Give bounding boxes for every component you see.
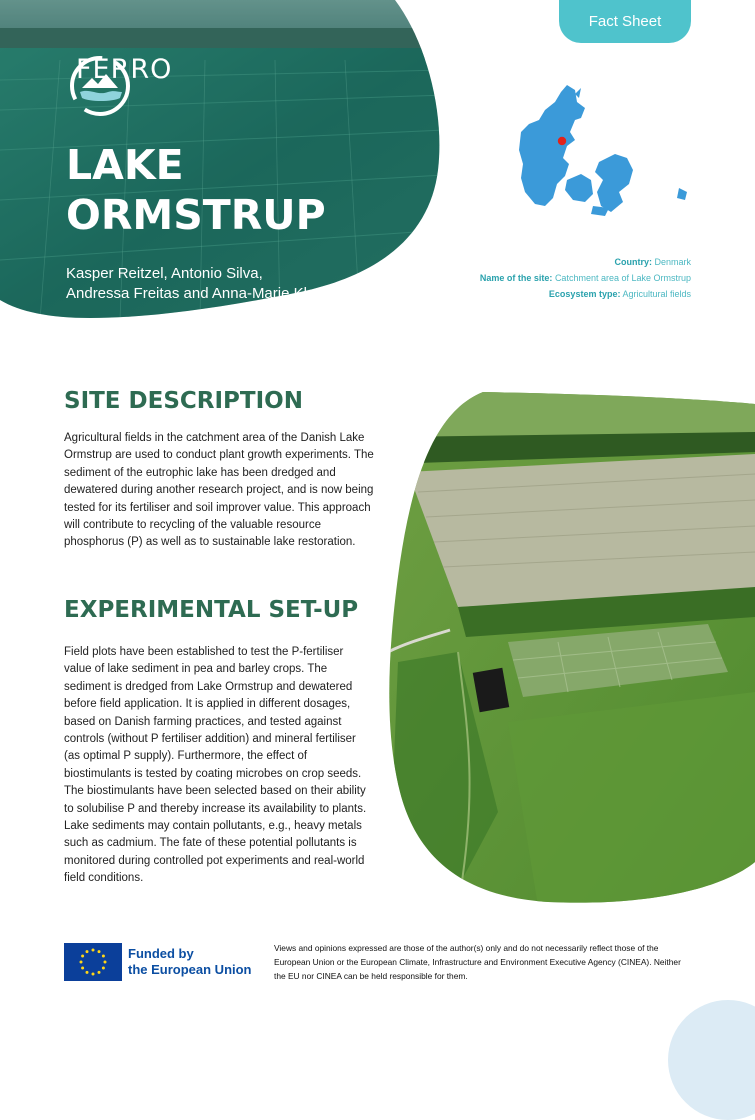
- site-name-value: Catchment area of Lake Ormstrup: [554, 273, 691, 283]
- ecosystem-label: Ecosystem type:: [548, 289, 621, 299]
- site-description-text: Agricultural fields in the catchment area of the Danish Lake Ormstrup are used to conduct plant growth experiments. The sediment of the eutrophic lake has been dredged and dewatered during another research project, and is now being tested for its fertiliser and soil improver value. This approach will contribute to recycling of the valuable resource phosphorus (P) as well as to sustainable lake restoration.: [64, 432, 374, 549]
- title-line-2: ORMSTRUP: [66, 191, 326, 239]
- fact-sheet-badge: Fact Sheet: [559, 0, 691, 43]
- eu-line-2: the European Union: [128, 962, 252, 977]
- authors-line-2: Andressa Freitas and Anna-Marie Klamt: [66, 285, 332, 302]
- page-title: [66, 140, 326, 240]
- site-info: [480, 254, 691, 302]
- eu-line-1: Funded by: [128, 946, 194, 961]
- eu-funding-text: [128, 946, 252, 978]
- site-name-row: [480, 270, 691, 286]
- experimental-setup-text: Field plots have been established to test the P-fertiliser value of lake sediment in pea and barley crops. The sediment is dredged from Lake Ormstrup and dewatered before field application. It is applied in different dosages, based on Danish farming practices, and tested against controls (without P fertiliser addition) and mineral fertiliser (as optimal P supply). Furthermore, the effect of biostimulants is tested by coating microbes on crop seeds. The biostimulants have been selected based on their ability to solubilise P and thereby increase its availability to plants. Lake sediments may contain pollutants, e.g., heavy metals such as cadmium. The fate of these potential pollutants is monitored during controlled pot experiments and real-world field conditions.: [64, 646, 367, 885]
- zealand-shape: [595, 154, 633, 212]
- country-label: Country:: [614, 257, 652, 267]
- site-location-marker: [558, 137, 566, 145]
- site-name-label: Name of the site:: [479, 273, 553, 283]
- hero-banner: [0, 0, 445, 322]
- title-line-1: LAKE: [66, 141, 184, 189]
- country-value: Denmark: [654, 257, 691, 267]
- country-row: [480, 254, 691, 270]
- ecosystem-value: Agricultural fields: [622, 289, 691, 299]
- eu-flag-icon: [64, 943, 122, 981]
- authors-line-1: Kasper Reitzel, Antonio Silva,: [66, 265, 263, 282]
- disclaimer-text: Views and opinions expressed are those of the author(s) only and do not necessarily reflect those of the European Union or the European Climate, Infrastructure and Environment Executive Agency (CINEA). Neither the EU nor CINEA can be held responsible for them.: [274, 943, 681, 981]
- bornholm-shape: [677, 188, 687, 200]
- aerial-field-photo: [388, 392, 755, 906]
- ferro-logo: [68, 54, 172, 85]
- logo-text: FERRO: [76, 54, 173, 85]
- authors: [66, 264, 386, 304]
- funen-shape: [565, 174, 593, 202]
- experimental-setup-heading: EXPERIMENTAL SET-UP: [64, 597, 359, 623]
- corner-decoration: [668, 1000, 755, 1120]
- site-description-heading: SITE DESCRIPTION: [64, 388, 303, 414]
- ferro-logo-icon: [68, 54, 132, 118]
- denmark-map: [515, 80, 695, 220]
- ecosystem-row: [480, 286, 691, 302]
